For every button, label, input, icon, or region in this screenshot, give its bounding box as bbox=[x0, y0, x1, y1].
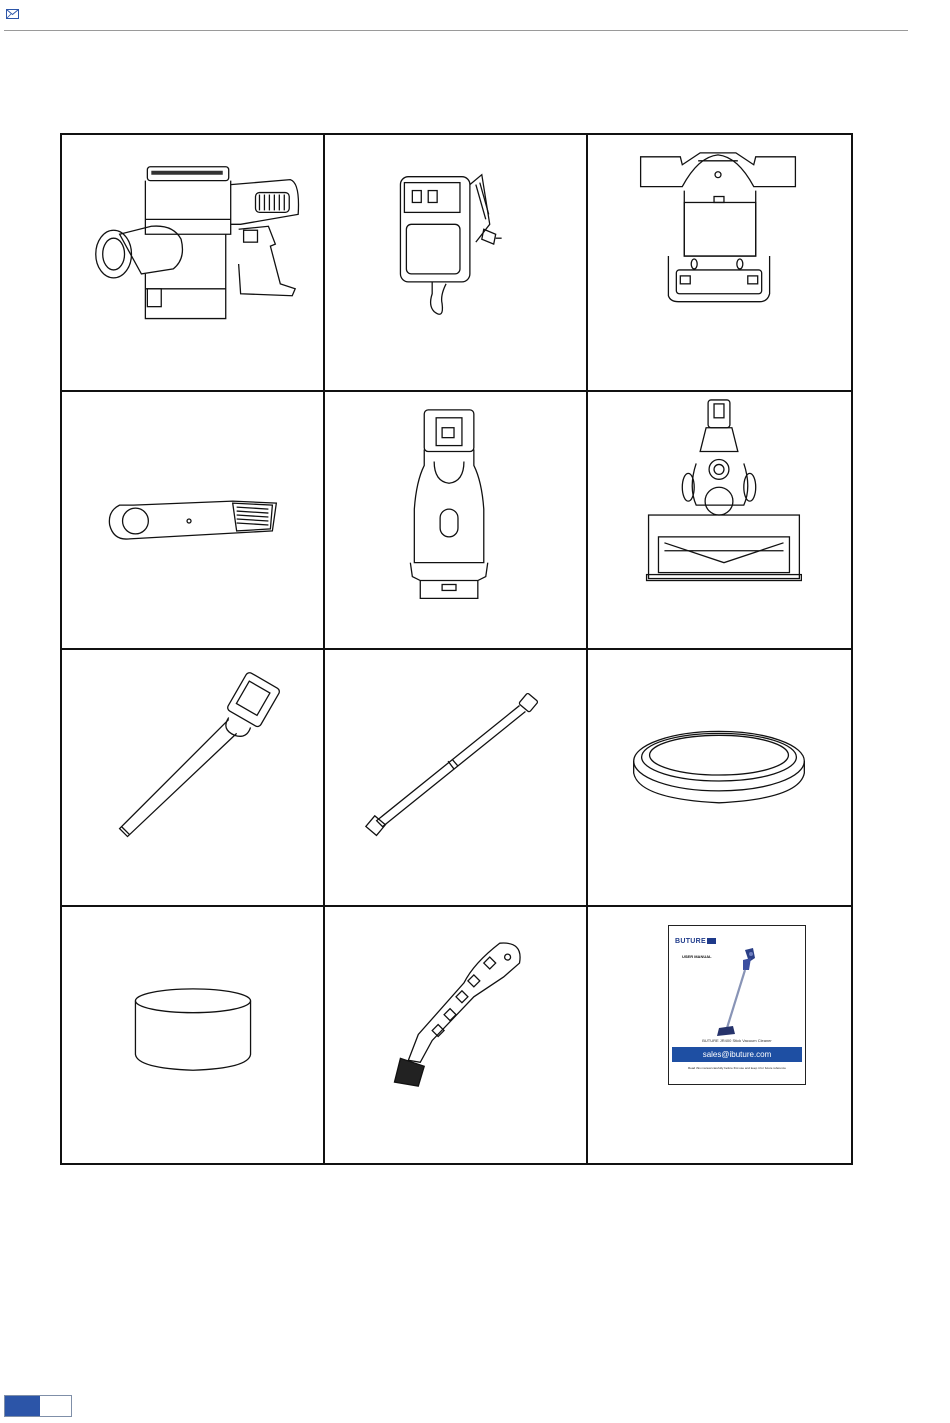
cleaning-brush-tool-icon bbox=[325, 907, 586, 1163]
user-manual-icon bbox=[668, 925, 806, 1085]
manual-note: Read this manual carefully before first use and keep it for future reference bbox=[688, 1066, 786, 1070]
grid-cell-floor-head bbox=[588, 392, 851, 650]
handheld-vacuum-unit-icon bbox=[62, 135, 323, 390]
telescopic-tube-icon bbox=[325, 650, 586, 905]
page-tab-fill bbox=[5, 1396, 40, 1416]
grid-cell-extension-wand bbox=[62, 650, 325, 907]
grid-cell-cleaning-brush bbox=[325, 907, 588, 1163]
grid-cell-power-adapter bbox=[325, 135, 588, 392]
manual-title: USER MANUAL bbox=[682, 954, 712, 959]
grid-cell-filter-ring bbox=[588, 650, 851, 907]
grid-cell-sponge-filter bbox=[62, 907, 325, 1163]
manual-email: sales@ibuture.com bbox=[672, 1047, 802, 1062]
grid-cell-brush-adapter bbox=[325, 392, 588, 650]
envelope-icon bbox=[6, 9, 19, 19]
grid-cell-telescopic-tube bbox=[325, 650, 588, 907]
grid-cell-crevice-tool bbox=[62, 392, 325, 650]
sponge-filter-icon bbox=[62, 907, 323, 1163]
grid-cell-handheld-unit bbox=[62, 135, 325, 392]
grid-cell-user-manual bbox=[588, 907, 851, 1163]
brush-adapter-icon bbox=[325, 392, 586, 648]
page-tab-icon bbox=[4, 1395, 72, 1417]
crevice-tool-icon bbox=[62, 392, 323, 648]
extension-wand-icon bbox=[62, 650, 323, 905]
power-adapter-icon bbox=[325, 135, 586, 390]
manual-brand-logo: BUTURE bbox=[675, 938, 716, 945]
motorized-floor-head-icon bbox=[588, 392, 851, 648]
stick-vacuum-illustration bbox=[709, 946, 769, 1041]
wall-mount-bracket-icon bbox=[588, 135, 851, 390]
header-rule bbox=[4, 30, 908, 31]
accessories-grid bbox=[60, 133, 853, 1165]
filter-ring-icon bbox=[588, 650, 851, 905]
grid-cell-wall-bracket bbox=[588, 135, 851, 392]
manual-model: BUTURE JR400 Stick Vacuum Cleaner bbox=[702, 1038, 772, 1043]
